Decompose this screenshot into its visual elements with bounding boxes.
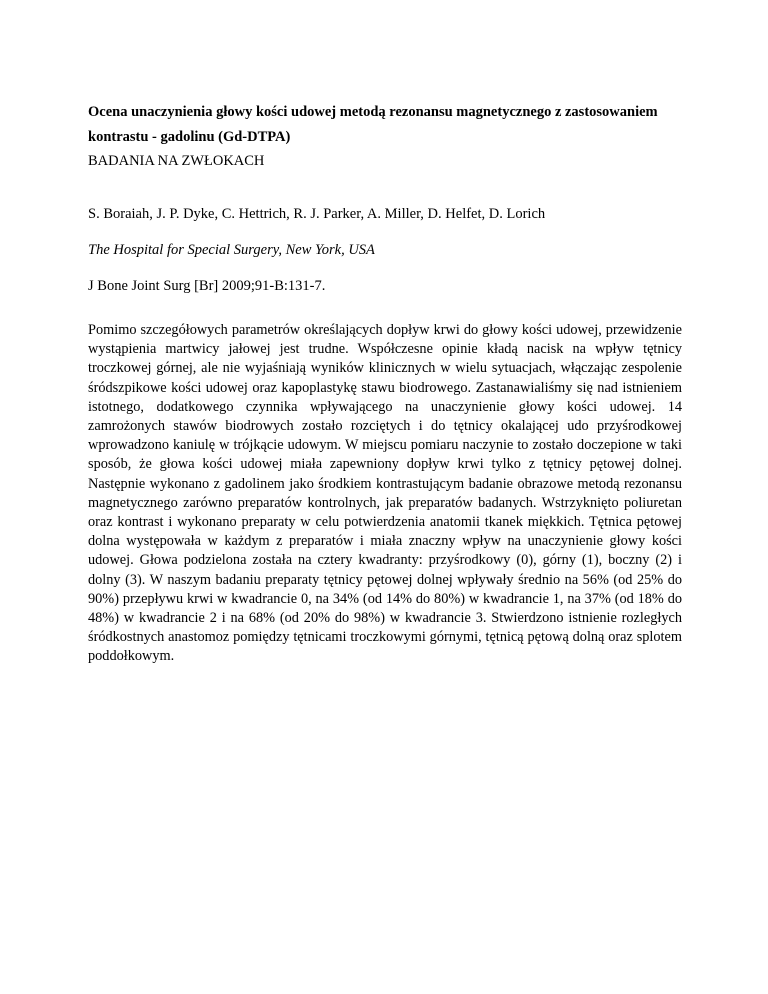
affiliation: The Hospital for Special Surgery, New York, USA <box>88 242 375 258</box>
article-subtitle: BADANIA NA ZWŁOKACH <box>88 153 265 169</box>
abstract-paragraph: Pomimo szczegółowych parametrów określających dopływ krwi do głowy kości udowej, przewidzenie wystąpienia martwicy jałowej jest trudne. Współczesne opinie kładą nacisk na wpływ tętnicy troczkowej górnej, ale nie wyjaśniają wyników klinicznych w wielu sytuacjach, włączając zespolenie śródszpikowe kości udowej oraz kapoplastykę stawu biodrowego. Zastanawialiśmy się nad istnieniem istotnego, dodatkowego czynnika wpływającego na unaczynienie głowy kości udowej. 14 zamrożonych stawów biodrowych zostało rozciętych i do tętnicy okalającej udo przyśrodkowej wprowadzono kaniulę w trójkącie udowym. W miejscu pomiaru naczynie to zostało doczepione w taki sposób, że głowa kości udowej miała zapewniony dopływ krwi tylko z tętnicy pętowej dolnej. Następnie wykonano z gadolinem jako środkiem kontrastującym badanie obrazowe metodą rezonansu magnetycznego zarówno preparatów kontrolnych, jak preparatów badanych. Wstrzyknięto poliuretan oraz kontrast i wykonano preparaty w celu potwierdzenia anatomii tkanek miękkich. Tętnica pętowej dolna występowała w każdym z preparatów i miała znaczny wpływ na unaczynienie głowy kości udowej. Głowa podzielona została na cztery kwadranty: przyśrodkowy (0), górny (1), boczny (2) i dolny (3). W naszym badaniu preparaty tętnicy pętowej dolnej wpływały średnio na 56% (od 25% do 90%) przepływu krwi w kwadrancie 0, na 34% (od 14% do 80%) w kwadrancie 1, na 37% (od 18% do 48%) w kwadrancie 2 i na 68% (od 20% do 98%) w kwadrancie 3. Stwierdzono istnienie rozległych śródkostnych anastomoz pomiędzy tętnicami troczkowymi górnymi, tętnicą pętową dolną oraz splotem poddołkowym. <box>88 322 682 665</box>
document-page <box>88 100 682 667</box>
article-title: Ocena unaczynienia głowy kości udowej metodą rezonansu magnetycznego z zastosowaniem kontrastu - gadolinu (Gd-DTPA) <box>88 104 658 145</box>
journal-citation: J Bone Joint Surg [Br] 2009;91-B:131-7. <box>88 278 326 294</box>
author-list: S. Boraiah, J. P. Dyke, C. Hettrich, R. J. Parker, A. Miller, D. Helfet, D. Lorich <box>88 206 546 222</box>
